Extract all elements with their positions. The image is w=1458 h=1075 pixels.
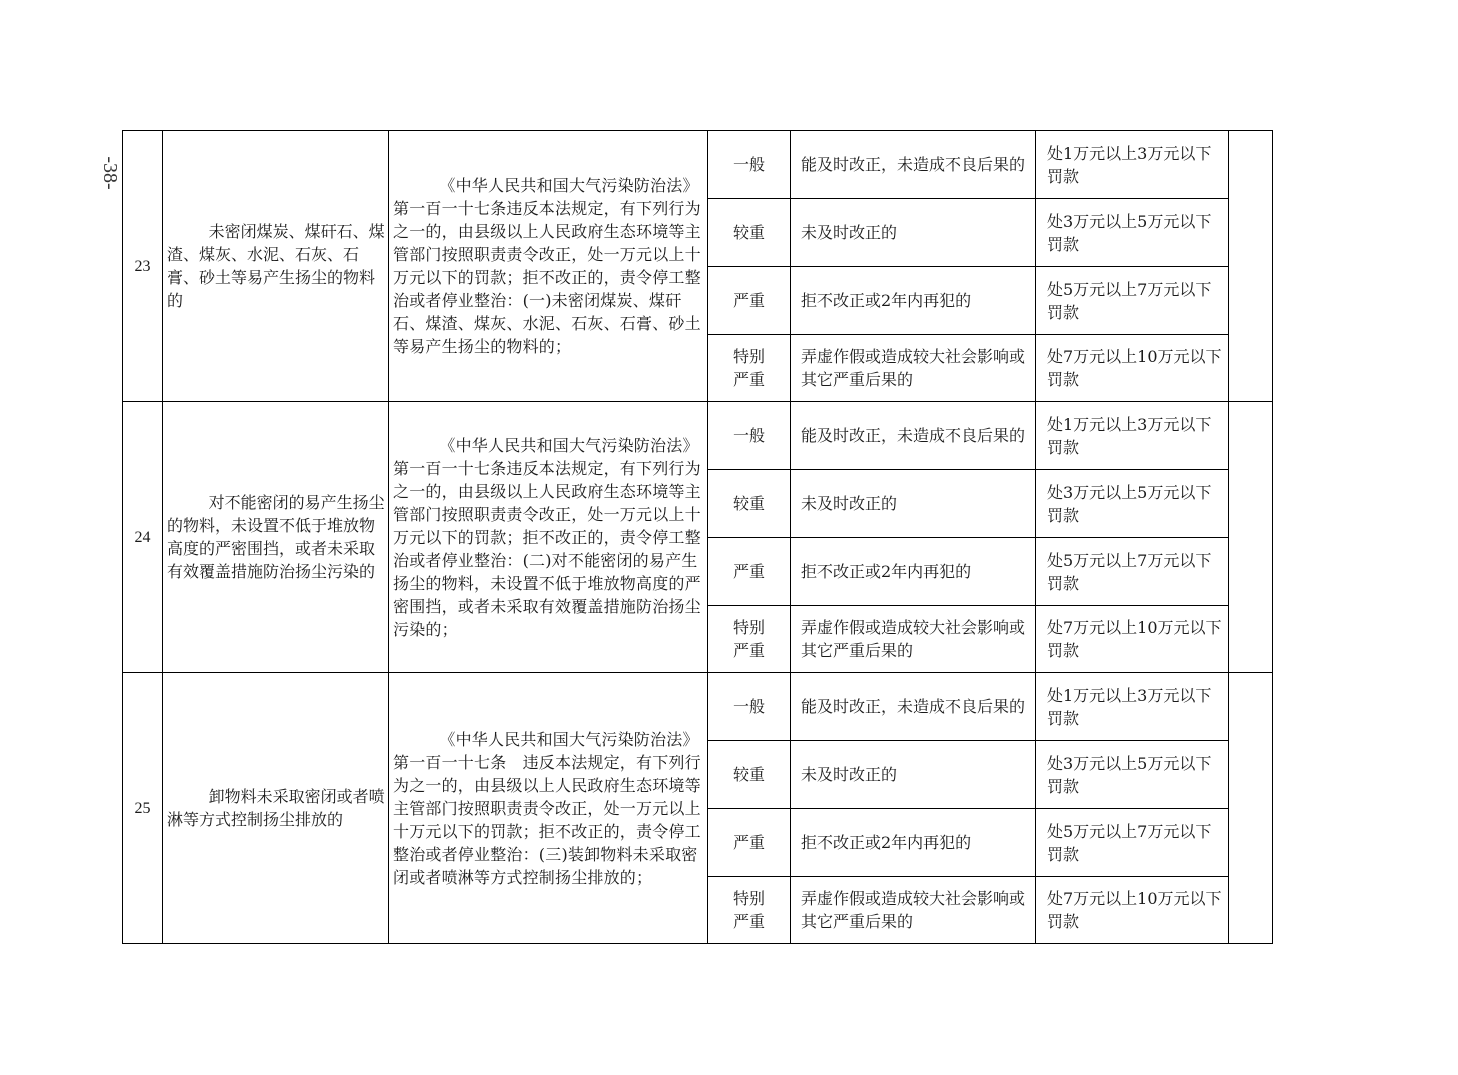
severity-level: 较重: [708, 741, 791, 809]
circumstance: 未及时改正的: [791, 741, 1036, 809]
penalty-table: [122, 130, 1273, 944]
circumstance: 拒不改正或2年内再犯的: [791, 538, 1036, 606]
item-number: 25: [123, 673, 163, 944]
circumstance: 能及时改正，未造成不良后果的: [791, 131, 1036, 199]
severity-level: 一般: [708, 131, 791, 199]
severity-level: 一般: [708, 402, 791, 470]
penalty-fine: 处3万元以上5万元以下罚款: [1036, 741, 1229, 809]
severity-level: 严重: [708, 538, 791, 606]
table-row: [123, 131, 1273, 199]
circumstance: 弄虚作假或造成较大社会影响或其它严重后果的: [791, 877, 1036, 944]
item-number: 24: [123, 402, 163, 673]
violation-description: 卸物料未采取密闭或者喷淋等方式控制扬尘排放的: [163, 673, 389, 944]
circumstance: 弄虚作假或造成较大社会影响或其它严重后果的: [791, 335, 1036, 402]
penalty-fine: 处3万元以上5万元以下罚款: [1036, 199, 1229, 267]
penalty-fine: 处5万元以上7万元以下罚款: [1036, 809, 1229, 877]
severity-level: 一般: [708, 673, 791, 741]
penalty-fine: 处1万元以上3万元以下罚款: [1036, 131, 1229, 199]
penalty-fine: 处7万元以上10万元以下罚款: [1036, 606, 1229, 673]
circumstance: 能及时改正，未造成不良后果的: [791, 402, 1036, 470]
legal-basis: 《中华人民共和国大气污染防治法》第一百一十七条违反本法规定，有下列行为之一的，由县级以上人民政府生态环境等主管部门按照职责责令改正，处一万元以上十万元以下的罚款；拒不改正的，责令停工整治或者停业整治：(二)对不能密闭的易产生扬尘的物料，未设置不低于堆放物高度的严密围挡，或者未采取有效覆盖措施防治扬尘污染的；: [389, 402, 708, 673]
penalty-fine: 处1万元以上3万元以下罚款: [1036, 402, 1229, 470]
table-row: [123, 673, 1273, 741]
remarks-cell: [1229, 402, 1273, 673]
remarks-cell: [1229, 673, 1273, 944]
severity-level: 较重: [708, 199, 791, 267]
severity-level: 特别严重: [708, 877, 791, 944]
remarks-cell: [1229, 131, 1273, 402]
severity-level: 严重: [708, 809, 791, 877]
circumstance: 弄虚作假或造成较大社会影响或其它严重后果的: [791, 606, 1036, 673]
severity-level: 特别严重: [708, 606, 791, 673]
legal-basis: 《中华人民共和国大气污染防治法》第一百一十七条 违反本法规定，有下列行为之一的，由县级以上人民政府生态环境等主管部门按照职责责令改正，处一万元以上十万元以下的罚款；拒不改正的，责令停工整治或者停业整治：(三)装卸物料未采取密闭或者喷淋等方式控制扬尘排放的；: [389, 673, 708, 944]
item-number: 23: [123, 131, 163, 402]
legal-basis: 《中华人民共和国大气污染防治法》第一百一十七条违反本法规定，有下列行为之一的，由县级以上人民政府生态环境等主管部门按照职责责令改正，处一万元以上十万元以下的罚款；拒不改正的，责令停工整治或者停业整治：(一)未密闭煤炭、煤矸石、煤渣、煤灰、水泥、石灰、石膏、砂土等易产生扬尘的物料的；: [389, 131, 708, 402]
penalty-fine: 处1万元以上3万元以下罚款: [1036, 673, 1229, 741]
violation-description: 未密闭煤炭、煤矸石、煤渣、煤灰、水泥、石灰、石膏、砂土等易产生扬尘的物料的: [163, 131, 389, 402]
penalty-fine: 处7万元以上10万元以下罚款: [1036, 335, 1229, 402]
severity-level: 较重: [708, 470, 791, 538]
circumstance: 拒不改正或2年内再犯的: [791, 809, 1036, 877]
penalty-fine: 处3万元以上5万元以下罚款: [1036, 470, 1229, 538]
severity-level: 严重: [708, 267, 791, 335]
page-number: -38-: [99, 156, 122, 190]
penalty-fine: 处5万元以上7万元以下罚款: [1036, 538, 1229, 606]
penalty-fine: 处7万元以上10万元以下罚款: [1036, 877, 1229, 944]
circumstance: 拒不改正或2年内再犯的: [791, 267, 1036, 335]
table-row: [123, 402, 1273, 470]
violation-description: 对不能密闭的易产生扬尘的物料，未设置不低于堆放物高度的严密围挡，或者未采取有效覆盖措施防治扬尘污染的: [163, 402, 389, 673]
penalty-fine: 处5万元以上7万元以下罚款: [1036, 267, 1229, 335]
circumstance: 未及时改正的: [791, 470, 1036, 538]
circumstance: 能及时改正，未造成不良后果的: [791, 673, 1036, 741]
severity-level: 特别严重: [708, 335, 791, 402]
circumstance: 未及时改正的: [791, 199, 1036, 267]
